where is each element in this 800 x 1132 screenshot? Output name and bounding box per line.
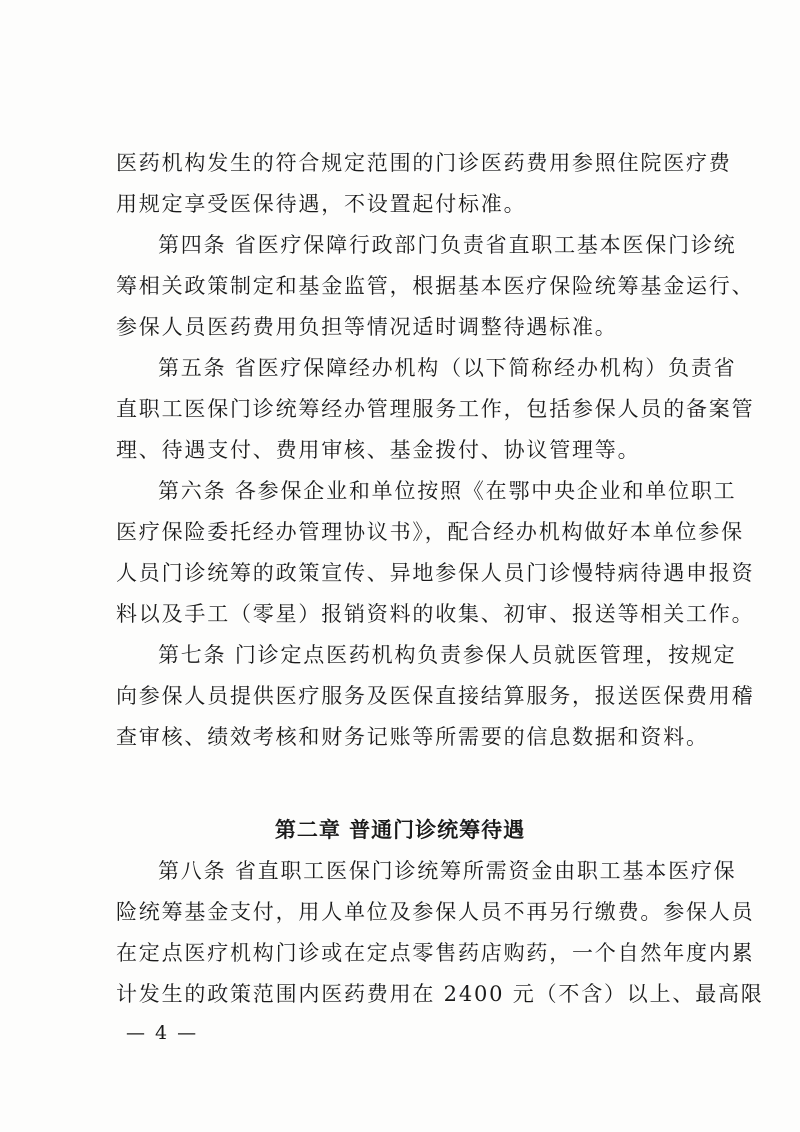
article-6 (116, 471, 755, 635)
text-line: 直职工医保门诊统筹经办管理服务工作，包括参保人员的备案管 (116, 397, 755, 421)
article-5 (116, 348, 755, 471)
text-line: 第六条 各参保企业和单位按照《在鄂中央企业和单位职工 (158, 479, 737, 503)
text-line: 医药机构发生的符合规定范围的门诊医药费用参照住院医疗费 (116, 151, 732, 175)
article-8 (116, 851, 764, 1015)
text-line: 理、待遇支付、费用审核、基金拨付、协议管理等。 (116, 438, 641, 462)
text-line: 在定点医疗机构门诊或在定点零售药店购药，一个自然年度内累 (116, 941, 755, 965)
text-line: 计发生的政策范围内医药费用在 2400 元（不含）以上、最高限 (116, 982, 764, 1006)
text-line: 第四条 省医疗保障行政部门负责省直职工基本医保门诊统 (158, 233, 737, 257)
text-line: 用规定享受医保待遇，不设置起付标准。 (116, 192, 527, 216)
text-line: 料以及手工（零星）报销资料的收集、初审、报送等相关工作。 (116, 602, 755, 626)
text-line: 医疗保险委托经办管理协议书》，配合经办机构做好本单位参保 (116, 520, 744, 544)
article-4 (116, 225, 755, 348)
text-line: 第七条 门诊定点医药机构负责参保人员就医管理，按规定 (158, 643, 737, 667)
page-number: — 4 — (126, 1022, 199, 1044)
text-line: 第八条 省直职工医保门诊统筹所需资金由职工基本医疗保 (158, 859, 737, 883)
text-line: 参保人员医药费用负担等情况适时调整待遇标准。 (116, 315, 618, 339)
text-line: 查审核、绩效考核和财务记账等所需要的信息数据和资料。 (116, 725, 709, 749)
text-line: 向参保人员提供医疗服务及医保直接结算服务，报送医保费用稽 (116, 684, 755, 708)
text-line: 人员门诊统筹的政策宣传、异地参保人员门诊慢特病待遇申报资 (116, 561, 755, 585)
paragraph-continuation (116, 143, 732, 225)
article-7 (116, 635, 755, 758)
text-line: 筹相关政策制定和基金监管，根据基本医疗保险统筹基金运行、 (116, 274, 755, 298)
text-line: 险统筹基金支付，用人单位及参保人员不再另行缴费。参保人员 (116, 900, 755, 924)
text-line: 第五条 省医疗保障经办机构（以下简称经办机构）负责省 (158, 356, 737, 380)
chapter-title: 第二章 普通门诊统筹待遇 (274, 818, 526, 842)
